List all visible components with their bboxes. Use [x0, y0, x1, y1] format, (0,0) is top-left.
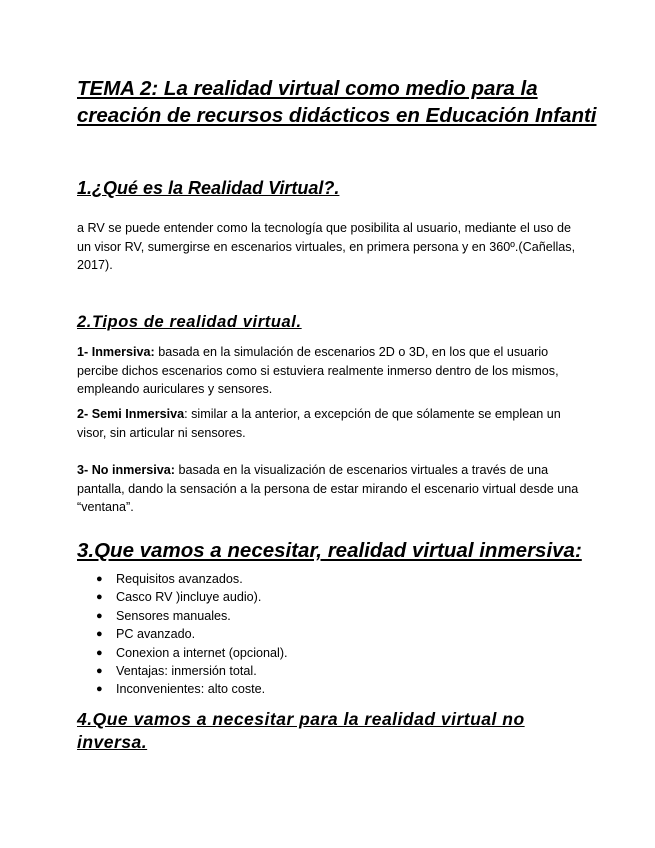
- section-2-heading: 2.Tipos de realidad virtual.: [77, 313, 302, 331]
- section-4-heading: 4.Que vamos a necesitar para la realidad virtual no inversa.: [77, 709, 525, 752]
- section-1-heading: 1.¿Qué es la Realidad Virtual?.: [77, 178, 340, 198]
- list-item: ● Conexion a internet (opcional).: [96, 644, 516, 662]
- bullet-icon: ●: [96, 665, 103, 678]
- type-label: 1- Inmersiva:: [77, 345, 155, 359]
- requirements-list: [96, 570, 516, 699]
- bullet-icon: ●: [96, 683, 103, 696]
- list-item: ● Inconvenientes: alto coste.: [96, 680, 516, 698]
- type-label: 3- No inmersiva:: [77, 463, 175, 477]
- bullet-icon: ●: [96, 573, 103, 585]
- type-label: 2- Semi Inmersiva: [77, 407, 185, 421]
- type-text: basada en la visualización de escenarios virtuales a través de una pantalla, dando la sensación a la persona de estar mirando el escenario virtual desde una “ventana”.: [77, 463, 579, 514]
- list-item: ● Requisitos avanzados.: [96, 570, 516, 588]
- type-semi-inmersiva: [77, 405, 582, 442]
- bullet-icon: ●: [96, 609, 103, 622]
- type-inmersiva: [77, 343, 582, 399]
- type-no-inmersiva: [77, 461, 582, 517]
- list-item: ● Casco RV )incluye audio).: [96, 588, 516, 606]
- bullet-icon: ●: [96, 628, 103, 641]
- section-1-paragraph: a RV se puede entender como la tecnología que posibilita al usuario, mediante el uso de un visor RV, sumergirse en escenarios virtuales, en primera persona y en 360º.(Cañellas, 2017).: [77, 221, 576, 272]
- bullet-icon: ●: [96, 591, 103, 604]
- bullet-icon: ●: [96, 646, 103, 659]
- list-item: ● PC avanzado.: [96, 625, 516, 643]
- type-text: basada en la simulación de escenarios 2D o 3D, en los que el usuario percibe dichos escenarios como si estuviera realmente inmerso dentro de los mismos, empleando auriculares y sensores.: [77, 345, 559, 396]
- list-item: ● Ventajas: inmersión total.: [96, 662, 516, 680]
- document-title: TEMA 2: La realidad virtual como medio para la creación de recursos didácticos en Educación Infanti: [77, 77, 597, 127]
- section-3-heading: 3.Que vamos a necesitar, realidad virtual inmersiva:: [77, 539, 582, 562]
- type-text: : similar a la anterior, a excepción de que sólamente se emplean un visor, sin articular ni sensores.: [77, 407, 561, 440]
- list-item: ● Sensores manuales.: [96, 607, 516, 625]
